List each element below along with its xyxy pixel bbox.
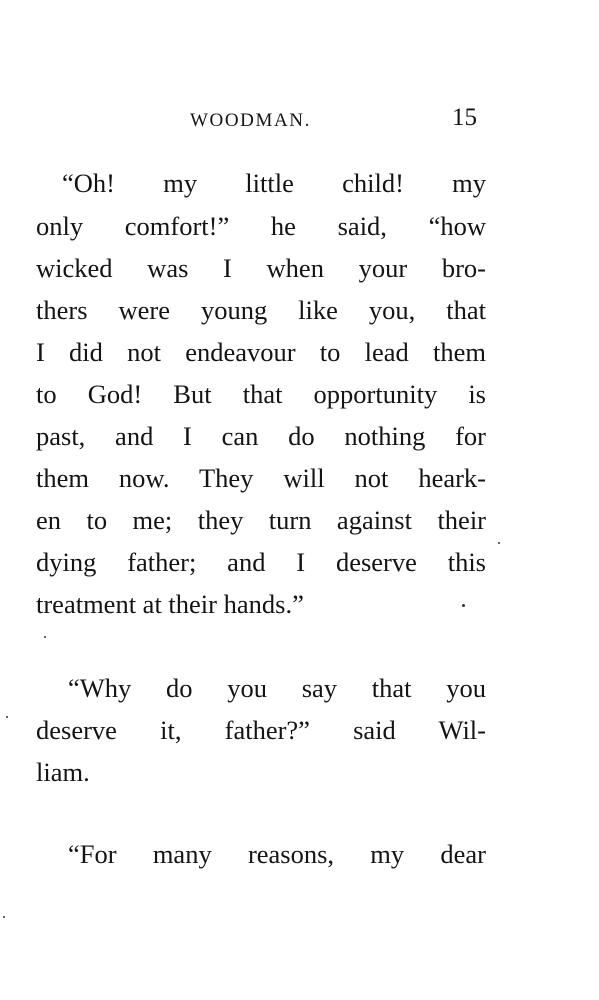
text-line: en to me; they turn against their — [36, 505, 486, 535]
text-line: I did not endeavour to lead them — [36, 337, 486, 367]
print-speck — [498, 542, 500, 544]
text-line: wicked was I when your bro- — [36, 253, 486, 283]
text-line: liam. — [36, 757, 90, 787]
text-line: them now. They will not heark- — [36, 463, 486, 493]
page-number: 15 — [452, 104, 477, 131]
text-line: dying father; and I deserve this — [36, 547, 486, 577]
print-speck — [3, 916, 5, 918]
text-line: only comfort!” he said, “how — [36, 211, 486, 241]
text-line: to God! But that opportunity is — [36, 379, 486, 409]
print-speck — [6, 716, 8, 718]
text-line: past, and I can do nothing for — [36, 421, 486, 451]
text-line: “Why do you say that you — [68, 673, 486, 703]
print-speck — [462, 604, 465, 607]
text-line: treatment at their hands.” — [36, 589, 304, 619]
text-line: “Oh! my little child! my — [62, 168, 486, 198]
text-line: “For many reasons, my dear — [68, 839, 486, 869]
print-speck — [44, 636, 46, 638]
text-line: deserve it, father?” said Wil- — [36, 715, 486, 745]
running-head: WOODMAN. — [190, 110, 311, 131]
text-line: thers were young like you, that — [36, 295, 486, 325]
